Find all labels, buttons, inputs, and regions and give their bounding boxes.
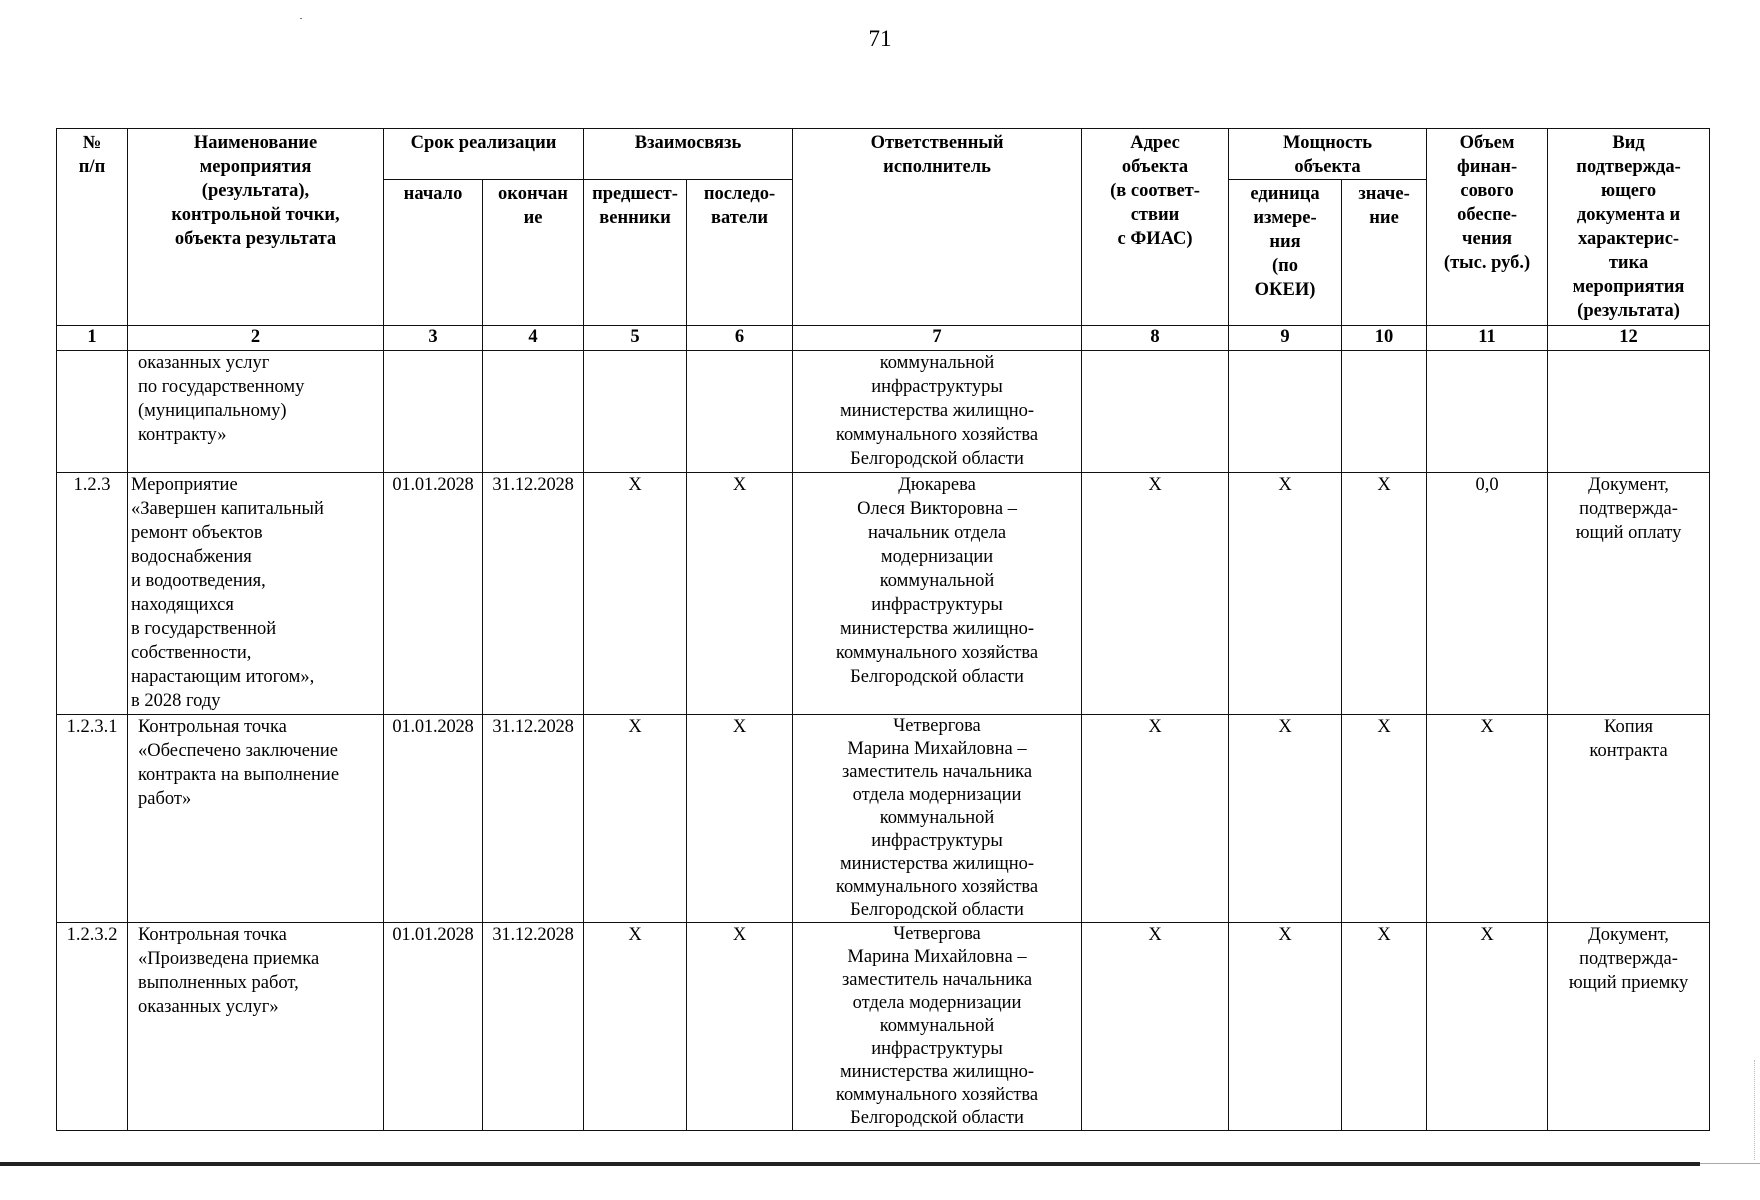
cell-unit: Х (1229, 473, 1342, 715)
header-link-prev: предшест- венники (584, 180, 687, 326)
cell-document (1548, 351, 1710, 473)
cell-finance: 0,0 (1427, 473, 1548, 715)
cell-start: 01.01.2028 (384, 715, 483, 923)
column-number: 7 (793, 326, 1082, 351)
header-capacity-value: значе- ние (1342, 180, 1427, 326)
cell-name: Контрольная точка «Произведена приемка выполненных работ, оказанных услуг» (128, 923, 384, 1131)
cell-end: 31.12.2028 (483, 715, 584, 923)
cell-unit: Х (1229, 923, 1342, 1131)
cell-address: Х (1082, 473, 1229, 715)
cell-responsible: Четвергова Марина Михайловна – заместитель начальника отдела модернизации коммунальной инфраструктуры министерства жилищно- коммунального хозяйства Белгородской области (793, 923, 1082, 1131)
cell-end: 31.12.2028 (483, 923, 584, 1131)
column-number: 10 (1342, 326, 1427, 351)
column-number: 5 (584, 326, 687, 351)
cell-address (1082, 351, 1229, 473)
column-number: 9 (1229, 326, 1342, 351)
cell-name: Контрольная точка «Обеспечено заключение контракта на выполнение работ» (128, 715, 384, 923)
scan-edge-artifact (1754, 1060, 1756, 1160)
column-number: 11 (1427, 326, 1548, 351)
header-term-start: начало (384, 180, 483, 326)
cell-start (384, 351, 483, 473)
table-row (57, 923, 1710, 1131)
cell-finance: Х (1427, 923, 1548, 1131)
header-document: Вид подтвержда- ющего документа и характерис- тика мероприятия (результата) (1548, 129, 1710, 326)
page-number: 71 (868, 26, 892, 51)
cell-next (687, 351, 793, 473)
header-responsible: Ответственный исполнитель (793, 129, 1082, 326)
header-capacity-unit: единица измере- ния (по ОКЕИ) (1229, 180, 1342, 326)
cell-number: 1.2.3.2 (57, 923, 128, 1131)
cell-end: 31.12.2028 (483, 473, 584, 715)
scan-speck (300, 18, 302, 19)
header-capacity-group: Мощность объекта (1229, 129, 1427, 180)
header-name: Наименование мероприятия (результата), контрольной точки, объекта результата (128, 129, 384, 326)
header-term-end: окончан ие (483, 180, 584, 326)
header-row-top (57, 129, 1710, 180)
cell-responsible: Дюкарева Олеся Викторовна – начальник отдела модернизации коммунальной инфраструктуры министерства жилищно- коммунального хозяйства Белгородской области (793, 473, 1082, 715)
cell-value: Х (1342, 715, 1427, 923)
page-bottom-rule-end (1700, 1163, 1760, 1164)
cell-next: Х (687, 473, 793, 715)
cell-responsible: Четвергова Марина Михайловна – заместитель начальника отдела модернизации коммунальной инфраструктуры министерства жилищно- коммунального хозяйства Белгородской области (793, 715, 1082, 923)
cell-finance: Х (1427, 715, 1548, 923)
cell-document: Документ, подтвержда- ющий приемку (1548, 923, 1710, 1131)
column-number: 4 (483, 326, 584, 351)
table-row (57, 473, 1710, 715)
column-number: 12 (1548, 326, 1710, 351)
header-number: № п/п (57, 129, 128, 326)
cell-name: Мероприятие «Завершен капитальный ремонт объектов водоснабжения и водоотведения, находящихся в государственной собственности, нарастающим итогом», в 2028 году (128, 473, 384, 715)
cell-number: 1.2.3.1 (57, 715, 128, 923)
cell-address: Х (1082, 923, 1229, 1131)
cell-next: Х (687, 923, 793, 1131)
cell-address: Х (1082, 715, 1229, 923)
cell-unit: Х (1229, 715, 1342, 923)
cell-document: Копия контракта (1548, 715, 1710, 923)
cell-finance (1427, 351, 1548, 473)
measures-table (56, 128, 1710, 1131)
column-number: 6 (687, 326, 793, 351)
cell-number: 1.2.3 (57, 473, 128, 715)
cell-prev (584, 351, 687, 473)
header-term-group: Срок реализации (384, 129, 584, 180)
header-link-group: Взаимосвязь (584, 129, 793, 180)
cell-responsible: коммунальной инфраструктуры министерства жилищно- коммунального хозяйства Белгородской области (793, 351, 1082, 473)
cell-value (1342, 351, 1427, 473)
column-number: 8 (1082, 326, 1229, 351)
cell-next: Х (687, 715, 793, 923)
table-row (57, 351, 1710, 473)
table-row (57, 715, 1710, 923)
header-link-next: последо- ватели (687, 180, 793, 326)
column-number: 3 (384, 326, 483, 351)
page-bottom-rule (0, 1162, 1700, 1166)
cell-start: 01.01.2028 (384, 473, 483, 715)
cell-prev: Х (584, 473, 687, 715)
column-number: 2 (128, 326, 384, 351)
cell-prev: Х (584, 715, 687, 923)
cell-start: 01.01.2028 (384, 923, 483, 1131)
column-number: 1 (57, 326, 128, 351)
cell-number (57, 351, 128, 473)
cell-document: Документ, подтвержда- ющий оплату (1548, 473, 1710, 715)
cell-unit (1229, 351, 1342, 473)
cell-value: Х (1342, 923, 1427, 1131)
header-finance: Объем финан- сового обеспе- чения (тыс. руб.) (1427, 129, 1548, 326)
column-number-row (57, 326, 1710, 351)
cell-value: Х (1342, 473, 1427, 715)
cell-end (483, 351, 584, 473)
header-address: Адрес объекта (в соответ- ствии с ФИАС) (1082, 129, 1229, 326)
cell-name: оказанных услуг по государственному (муниципальному) контракту» (128, 351, 384, 473)
cell-prev: Х (584, 923, 687, 1131)
